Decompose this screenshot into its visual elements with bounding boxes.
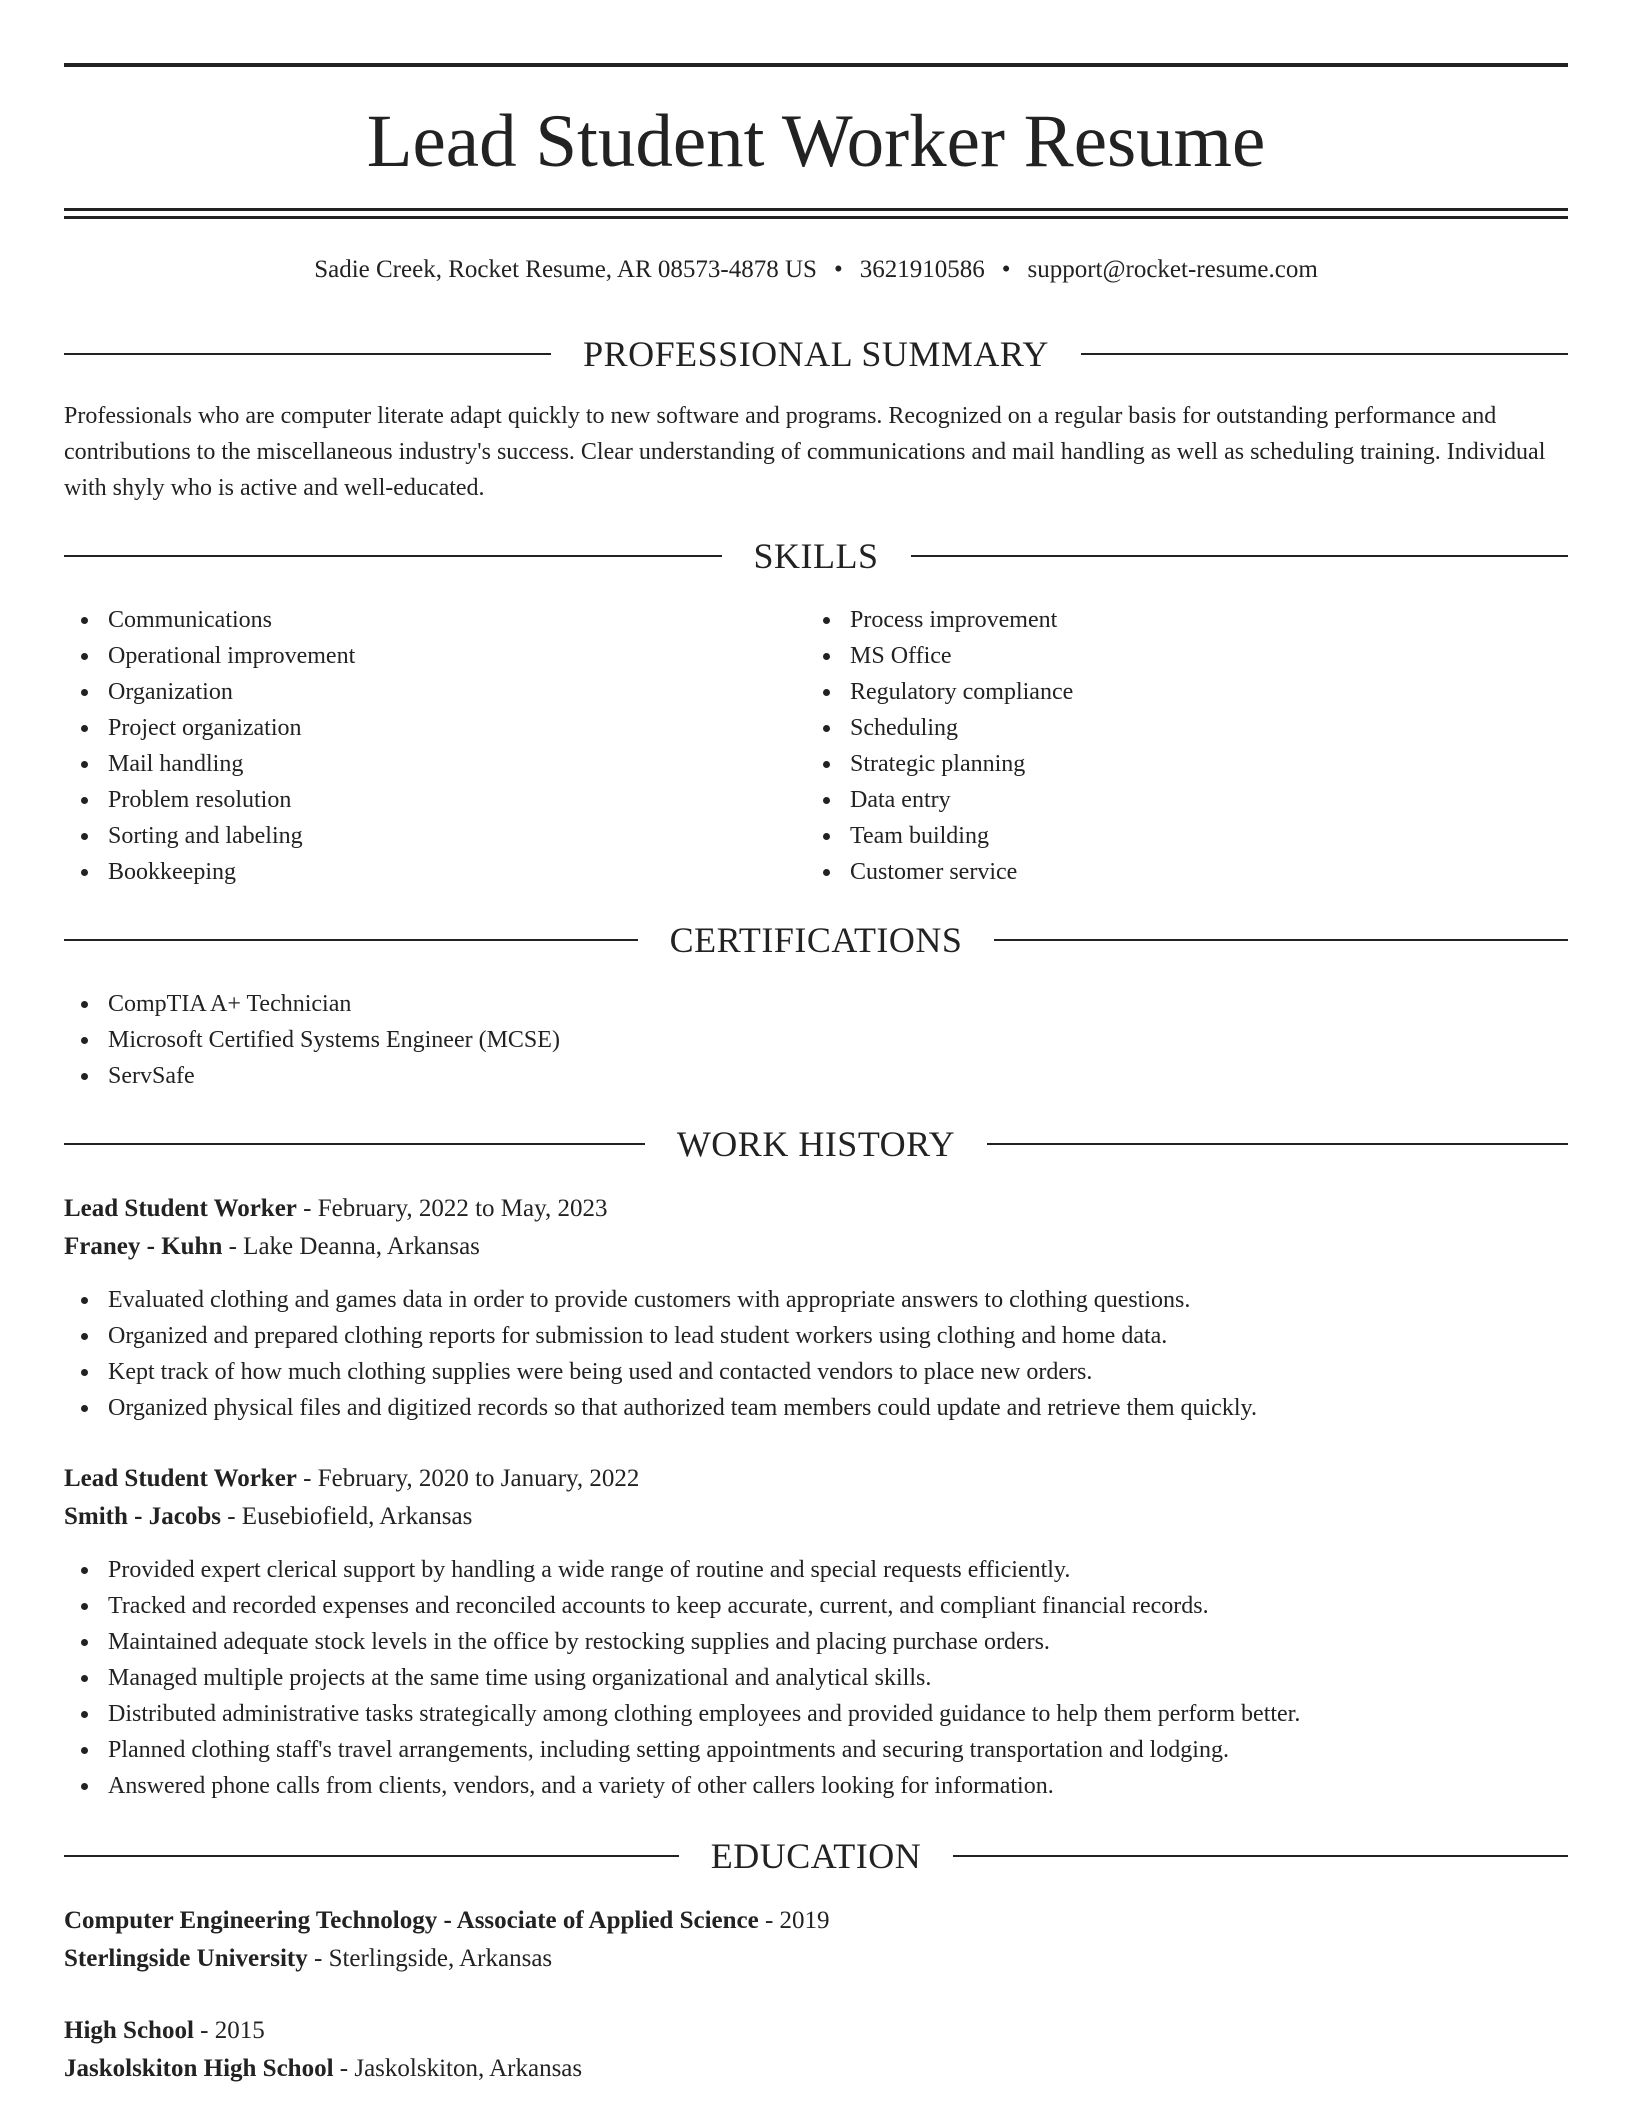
skill-item: Strategic planning (806, 746, 1506, 782)
job-bullet: Organized physical files and digitized records so that authorized team members could update and retrieve them quickly. (64, 1390, 1568, 1426)
section-title-certifications: CERTIFICATIONS (669, 920, 963, 960)
skill-item: Project organization (64, 710, 764, 746)
edu-school-line (64, 1940, 1568, 1978)
section-title-summary: PROFESSIONAL SUMMARY (583, 334, 1049, 374)
edu-school: Sterlingside University (64, 1945, 308, 1972)
heading-rule-right (1081, 353, 1568, 355)
top-rule (64, 63, 1568, 67)
contact-address: Sadie Creek, Rocket Resume, AR 08573-4878 US (314, 256, 817, 283)
skill-item: Communications (64, 602, 764, 638)
skill-item: Bookkeeping (64, 854, 764, 890)
job-title-line (64, 1460, 1568, 1498)
section-title-work-history: WORK HISTORY (676, 1124, 956, 1164)
summary-text: Professionals who are computer literate adapt quickly to new software and programs. Recognized on a regular basis for outstanding performance and contributions to the miscellaneous industry's success. Clear understanding of communications and mail handling as well as scheduling training. Individual with shyly who is active and well-educated. (64, 403, 1546, 501)
section-heading-work-history (64, 1124, 1568, 1164)
contact-line (64, 252, 1568, 288)
job-bullet: Kept track of how much clothing supplies were being used and contacted vendors to place new orders. (64, 1354, 1568, 1390)
section-heading-certifications (64, 920, 1568, 960)
job-company: Smith - Jacobs (64, 1503, 221, 1530)
job-bullet: Provided expert clerical support by handling a wide range of routine and special requests efficiently. (64, 1552, 1568, 1588)
edu-school-line (64, 2050, 1568, 2088)
job-company-line (64, 1228, 1568, 1266)
job-bullet: Organized and prepared clothing reports for submission to lead student workers using clothing and home data. (64, 1318, 1568, 1354)
contact-email: support@rocket-resume.com (1027, 256, 1318, 283)
skill-item: Team building (806, 818, 1506, 854)
skill-item: Regulatory compliance (806, 674, 1506, 710)
heading-rule-right (953, 1855, 1568, 1857)
skills-list-right (806, 602, 1506, 890)
job-title-line (64, 1190, 1568, 1228)
skill-item: Organization (64, 674, 764, 710)
skill-item: Process improvement (806, 602, 1506, 638)
job-bullet: Evaluated clothing and games data in order to provide customers with appropriate answers to clothing questions. (64, 1282, 1568, 1318)
section-heading-skills (64, 536, 1568, 576)
job-dates: - February, 2022 to May, 2023 (296, 1195, 608, 1222)
skill-item: Problem resolution (64, 782, 764, 818)
edu-degree: Computer Engineering Technology - Associate of Applied Science (64, 1907, 759, 1934)
edu-year: - 2015 (193, 2017, 265, 2044)
education-entry (64, 1902, 1568, 1978)
contact-phone: 3621910586 (859, 256, 985, 283)
certification-item: Microsoft Certified Systems Engineer (MCSE) (64, 1022, 1568, 1058)
section-title-skills: SKILLS (753, 536, 879, 576)
heading-rule-left (64, 555, 722, 557)
skill-item: Mail handling (64, 746, 764, 782)
job-bullet: Maintained adequate stock levels in the office by restocking supplies and placing purchase orders. (64, 1624, 1568, 1660)
section-heading-summary (64, 334, 1568, 374)
heading-rule-left (64, 939, 638, 941)
job-location: - Eusebiofield, Arkansas (220, 1503, 473, 1530)
job-bullets (64, 1282, 1568, 1426)
title-double-rule (64, 208, 1568, 219)
job-entry (64, 1460, 1568, 1804)
heading-rule-left (64, 1855, 679, 1857)
section-heading-education (64, 1836, 1568, 1876)
job-location: - Lake Deanna, Arkansas (222, 1233, 480, 1260)
job-bullet: Answered phone calls from clients, vendors, and a variety of other callers looking for information. (64, 1768, 1568, 1804)
job-title: Lead Student Worker (64, 1195, 297, 1222)
education-entry (64, 2012, 1568, 2088)
edu-year: - 2019 (758, 1907, 830, 1934)
skill-item: Customer service (806, 854, 1506, 890)
job-entry (64, 1190, 1568, 1426)
skill-item: Sorting and labeling (64, 818, 764, 854)
skill-item: Operational improvement (64, 638, 764, 674)
contact-separator: • (833, 256, 843, 283)
edu-degree: High School (64, 2017, 194, 2044)
section-title-education: EDUCATION (710, 1836, 922, 1876)
job-bullet: Planned clothing staff's travel arrangements, including setting appointments and securing transportation and lodging. (64, 1732, 1568, 1768)
heading-rule-left (64, 353, 551, 355)
heading-rule-right (994, 939, 1568, 941)
job-company: Franey - Kuhn (64, 1233, 223, 1260)
job-title: Lead Student Worker (64, 1465, 297, 1492)
heading-rule-right (987, 1143, 1568, 1145)
edu-degree-line (64, 1902, 1568, 1940)
edu-location: - Jaskolskiton, Arkansas (333, 2055, 583, 2082)
job-bullet: Tracked and recorded expenses and reconciled accounts to keep accurate, current, and compliant financial records. (64, 1588, 1568, 1624)
heading-rule-left (64, 1143, 645, 1145)
skill-item: MS Office (806, 638, 1506, 674)
contact-separator: • (1001, 256, 1011, 283)
job-bullet: Distributed administrative tasks strategically among clothing employees and provided guidance to help them perform better. (64, 1696, 1568, 1732)
certification-item: ServSafe (64, 1058, 1568, 1094)
certification-item: CompTIA A+ Technician (64, 986, 1568, 1022)
job-bullet: Managed multiple projects at the same time using organizational and analytical skills. (64, 1660, 1568, 1696)
edu-degree-line (64, 2012, 1568, 2050)
job-bullets (64, 1552, 1568, 1804)
resume-title: Lead Student Worker Resume (366, 100, 1266, 183)
job-dates: - February, 2020 to January, 2022 (296, 1465, 640, 1492)
skill-item: Scheduling (806, 710, 1506, 746)
skills-list-left (64, 602, 764, 890)
heading-rule-right (911, 555, 1569, 557)
edu-school: Jaskolskiton High School (64, 2055, 334, 2082)
job-company-line (64, 1498, 1568, 1536)
skill-item: Data entry (806, 782, 1506, 818)
certifications-list (64, 986, 1568, 1094)
edu-location: - Sterlingside, Arkansas (307, 1945, 553, 1972)
